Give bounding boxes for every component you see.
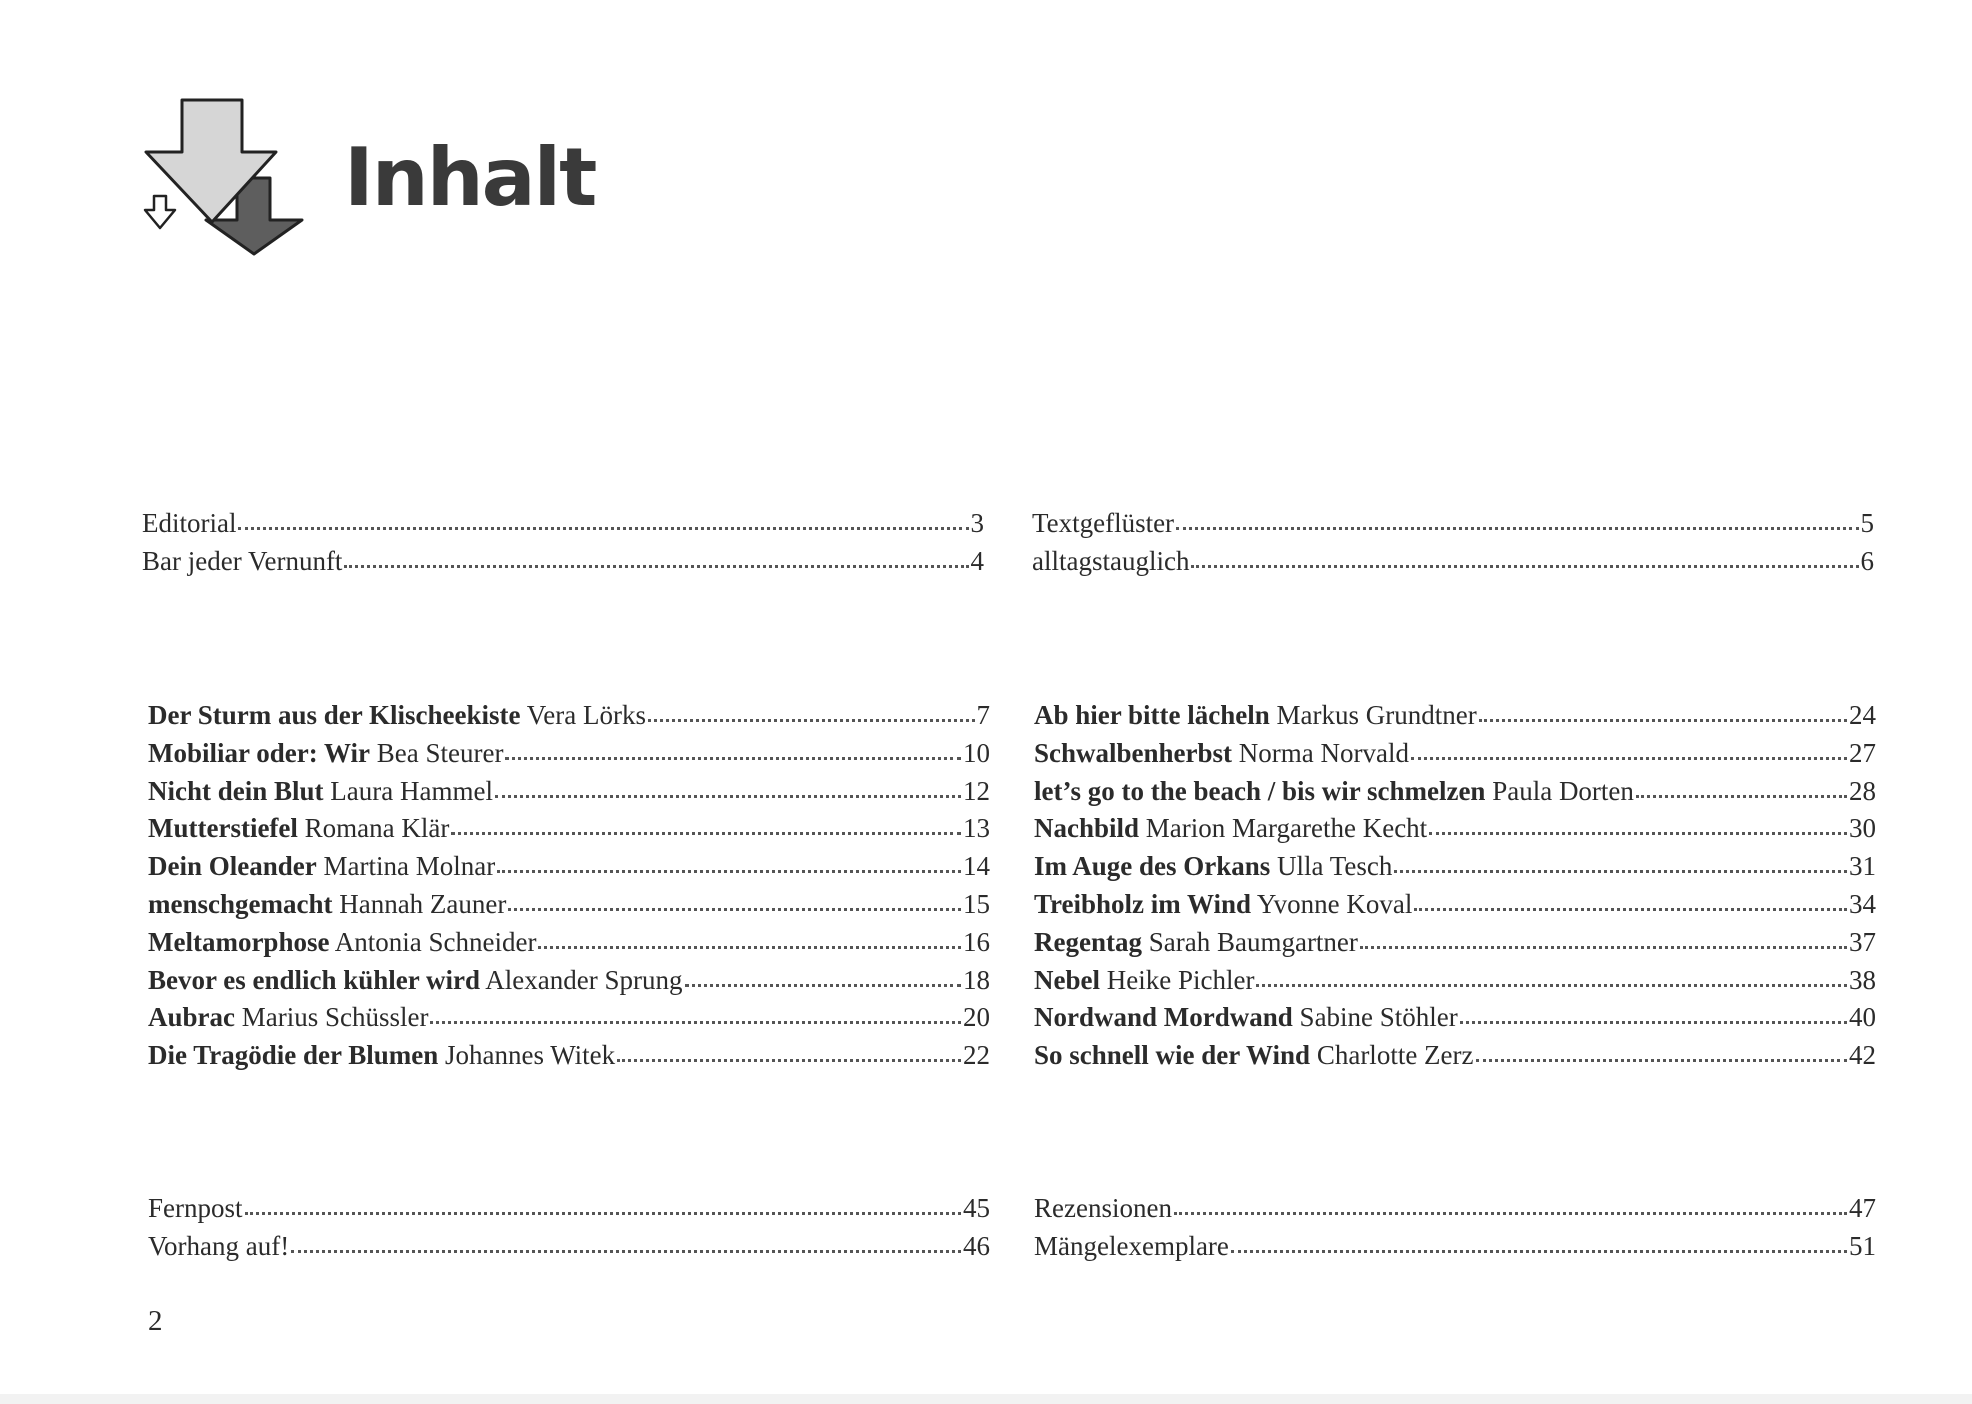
toc-entry-text — [1034, 962, 1254, 1000]
dot-leader — [1460, 1018, 1847, 1024]
toc-entry-page: 7 — [976, 700, 990, 730]
toc-entry-page: 13 — [963, 813, 990, 844]
toc-entry-title: Mutterstiefel — [148, 813, 298, 844]
toc-entry — [1034, 735, 1876, 773]
toc-entry — [1034, 1190, 1876, 1228]
toc-stories-right — [1034, 697, 1876, 1075]
toc-entry-title: Regentag — [1034, 926, 1142, 957]
toc-entry-text — [148, 1037, 615, 1075]
toc-entry-author: Martina Molnar — [323, 851, 496, 882]
dot-leader — [1394, 867, 1847, 873]
dot-leader — [1636, 792, 1847, 798]
toc-entry-text — [148, 886, 506, 924]
toc-entry — [148, 962, 990, 1000]
toc-front-right — [1032, 505, 1874, 581]
toc-entry-author: Marion Margarethe Kecht — [1145, 813, 1428, 844]
dot-leader — [495, 792, 961, 798]
toc-entry-title: Nachbild — [1034, 813, 1140, 844]
toc-entry-title: Mobiliar oder: Wir — [148, 737, 370, 768]
dot-leader — [505, 754, 961, 760]
toc-entry-title: alltagstauglich — [1032, 545, 1190, 576]
toc-entry — [148, 1037, 990, 1075]
toc-entry-text — [1034, 810, 1427, 848]
dot-leader — [1414, 905, 1847, 911]
toc-entry-page: 14 — [963, 851, 990, 882]
toc-entry — [148, 848, 990, 886]
dot-leader — [497, 867, 961, 873]
toc-entry-text — [1032, 505, 1174, 543]
toc-entry-title: Editorial — [142, 508, 237, 538]
toc-entry-title: Dein Oleander — [148, 851, 317, 882]
toc-entry-author: Heike Pichler — [1106, 964, 1255, 995]
toc-entry-page: 28 — [1849, 775, 1876, 806]
toc-entry-page: 24 — [1849, 700, 1876, 730]
dot-leader — [1360, 943, 1847, 949]
toc-back-right — [1034, 1190, 1876, 1266]
toc-entry — [1034, 773, 1876, 811]
toc-entry-page: 34 — [1849, 888, 1876, 919]
dot-leader — [451, 829, 961, 835]
toc-entry-author: Charlotte Zerz — [1316, 1040, 1474, 1071]
toc-entry-author: Laura Hammel — [330, 775, 493, 806]
toc-entry-page: 15 — [963, 888, 990, 919]
dot-leader — [1411, 754, 1847, 760]
toc-entry-text — [1034, 848, 1392, 886]
toc-entry — [148, 886, 990, 924]
toc-entry — [1034, 886, 1876, 924]
toc-entry-author: Yvonne Koval — [1256, 888, 1413, 919]
toc-entry-text — [1034, 999, 1458, 1037]
toc-entry-page: 47 — [1849, 1193, 1876, 1223]
toc-entry-text — [148, 697, 646, 735]
toc-entry-title: Aubrac — [148, 1002, 235, 1033]
toc-entry — [1032, 543, 1874, 581]
toc-entry-text — [148, 999, 428, 1037]
toc-entry-page: 40 — [1849, 1002, 1876, 1033]
dot-leader — [648, 716, 975, 722]
toc-entry-text — [1034, 924, 1358, 962]
toc-entry-author: Bea Steurer — [376, 737, 504, 768]
toc-entry — [148, 773, 990, 811]
toc-entry-text — [1034, 735, 1409, 773]
toc-entry — [142, 543, 984, 581]
toc-entry — [148, 697, 990, 735]
toc-entry-text — [148, 810, 449, 848]
toc-entry-text — [148, 924, 536, 962]
dot-leader — [617, 1056, 961, 1062]
toc-entry-page: 46 — [963, 1230, 990, 1261]
toc-entry-text — [148, 848, 495, 886]
toc-entry-text — [142, 543, 342, 581]
toc-entry — [142, 505, 984, 543]
toc-entry-text — [148, 962, 683, 1000]
toc-entry-title: Rezensionen — [1034, 1193, 1172, 1223]
toc-stories-left — [148, 697, 990, 1075]
toc-entry-title: Schwalbenherbst — [1034, 737, 1233, 768]
toc-entry-title: Die Tragödie der Blumen — [148, 1040, 439, 1071]
dot-leader — [245, 1209, 962, 1215]
toc-entry-text — [148, 1228, 289, 1266]
toc-entry — [1034, 1037, 1876, 1075]
toc-entry-page: 18 — [963, 964, 990, 995]
toc-entry-page: 16 — [963, 926, 990, 957]
toc-entry-author: Sarah Baumgartner — [1148, 926, 1358, 957]
toc-entry — [148, 999, 990, 1037]
toc-entry-author: Markus Grundtner — [1276, 700, 1477, 730]
toc-entry-page: 31 — [1849, 851, 1876, 882]
dot-leader — [1174, 1209, 1847, 1215]
toc-entry-title: So schnell wie der Wind — [1034, 1040, 1311, 1071]
toc-entry-text — [1034, 773, 1634, 811]
toc-entry — [1034, 810, 1876, 848]
toc-entry-page: 27 — [1849, 737, 1876, 768]
toc-entry-title: Treibholz im Wind — [1034, 888, 1252, 919]
toc-entry-author: Hannah Zauner — [339, 888, 507, 919]
dot-leader — [430, 1018, 961, 1024]
dot-leader — [1256, 981, 1847, 987]
toc-entry-text — [1034, 1037, 1474, 1075]
toc-entry-page: 37 — [1849, 926, 1876, 957]
toc-entry — [1034, 962, 1876, 1000]
toc-entry-title: Im Auge des Orkans — [1034, 851, 1271, 882]
toc-entry-page: 20 — [963, 1002, 990, 1033]
dot-leader — [685, 981, 962, 987]
dot-leader — [1476, 1056, 1847, 1062]
toc-entry-title: menschgemacht — [148, 888, 333, 919]
toc-entry-title: Mängelexemplare — [1034, 1230, 1229, 1261]
toc-entry — [1034, 697, 1876, 735]
toc-entry-title: Textgeflüster — [1032, 508, 1175, 538]
dot-leader — [344, 562, 968, 568]
toc-entry — [1034, 999, 1876, 1037]
toc-entry-title: Ab hier bitte lächeln — [1034, 700, 1270, 730]
toc-entry — [148, 810, 990, 848]
toc-entry-author: Alexander Sprung — [485, 964, 683, 995]
toc-entry — [148, 924, 990, 962]
toc-entry-title: Meltamorphose — [148, 926, 330, 957]
dot-leader — [508, 905, 961, 911]
toc-entry-author: Vera Lörks — [526, 700, 646, 730]
toc-entry-title: Der Sturm aus der Klischeekiste — [148, 700, 521, 730]
toc-entry-text — [1032, 543, 1189, 581]
toc-entry-title: Bevor es endlich kühler wird — [148, 964, 481, 995]
toc-entry-author: Ulla Tesch — [1277, 851, 1393, 882]
toc-entry-text — [1034, 886, 1412, 924]
toc-entry-title: Bar jeder Vernunft — [142, 545, 343, 576]
toc-entry-page: 51 — [1849, 1230, 1876, 1261]
toc-entry-page: 10 — [963, 737, 990, 768]
toc-entry-author: Marius Schüssler — [241, 1002, 429, 1033]
toc-entry-page: 45 — [963, 1193, 990, 1223]
dot-leader — [1191, 562, 1858, 568]
toc-entry-author: Romana Klär — [304, 813, 450, 844]
toc-entry-page: 12 — [963, 775, 990, 806]
toc-front-left — [142, 505, 984, 581]
toc-entry-page: 5 — [1860, 508, 1874, 538]
dot-leader — [1429, 829, 1847, 835]
toc-entry-title: let’s go to the beach / bis wir schmelzen — [1034, 775, 1486, 806]
dot-leader — [1479, 716, 1847, 722]
toc-entry-page: 6 — [1860, 545, 1874, 576]
dot-leader — [538, 943, 961, 949]
toc-entry-title: Nebel — [1034, 964, 1100, 995]
toc-entry-text — [148, 1190, 243, 1228]
toc-entry — [1034, 1228, 1876, 1266]
toc-entry-author: Johannes Witek — [445, 1040, 616, 1071]
toc-entry — [148, 1190, 990, 1228]
toc-entry-page: 30 — [1849, 813, 1876, 844]
toc-entry-author: Sabine Stöhler — [1299, 1002, 1458, 1033]
toc-entry-text — [142, 505, 236, 543]
toc-entry-title: Fernpost — [148, 1193, 243, 1223]
down-arrows-icon — [142, 96, 322, 256]
toc-entry-page: 4 — [970, 545, 984, 576]
toc-entry-title: Nicht dein Blut — [148, 775, 324, 806]
toc-entry-page: 22 — [963, 1040, 990, 1071]
page-number: 2 — [148, 1305, 163, 1337]
toc-entry-author: Paula Dorten — [1492, 775, 1634, 806]
dot-leader — [1231, 1247, 1847, 1253]
dot-leader — [238, 524, 968, 530]
toc-entry-text — [1034, 697, 1477, 735]
page-edge — [0, 1394, 1972, 1404]
toc-entry-text — [148, 773, 493, 811]
dot-leader — [1176, 524, 1858, 530]
toc-entry-text — [148, 735, 503, 773]
toc-entry-title: Nordwand Mordwand — [1034, 1002, 1293, 1033]
toc-entry — [1032, 505, 1874, 543]
toc-entry — [1034, 848, 1876, 886]
toc-entry-page: 3 — [970, 508, 984, 538]
toc-entry-page: 42 — [1849, 1040, 1876, 1071]
toc-entry-text — [1034, 1228, 1229, 1266]
toc-entry — [1034, 924, 1876, 962]
toc-entry-title: Vorhang auf! — [148, 1230, 290, 1261]
toc-entry-author: Antonia Schneider — [334, 926, 537, 957]
toc-entry — [148, 1228, 990, 1266]
toc-entry — [148, 735, 990, 773]
toc-entry-page: 38 — [1849, 964, 1876, 995]
toc-entry-author: Norma Norvald — [1238, 737, 1409, 768]
toc-entry-text — [1034, 1190, 1172, 1228]
dot-leader — [291, 1247, 961, 1253]
toc-back-left — [148, 1190, 990, 1266]
page-title: Inhalt — [344, 131, 596, 224]
